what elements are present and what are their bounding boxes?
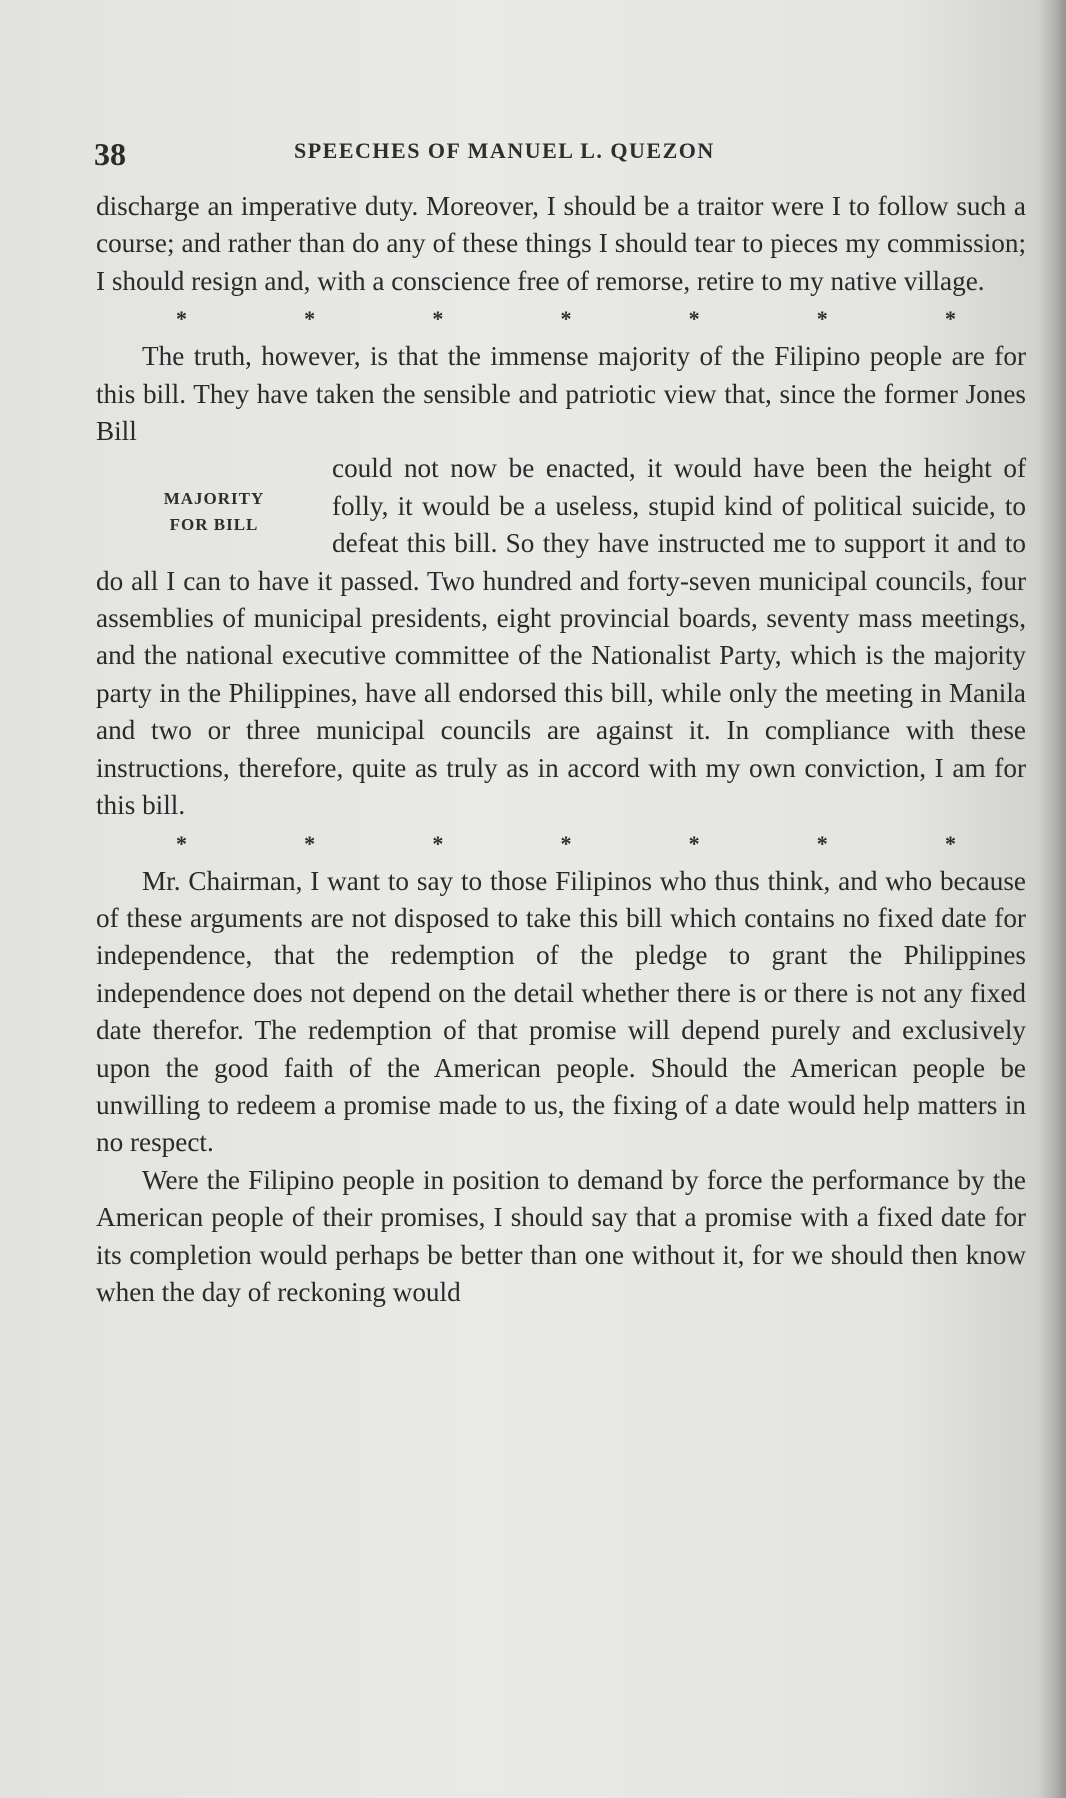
margin-note-line-2: FOR BILL — [169, 515, 259, 535]
separator-star: * — [304, 830, 316, 856]
section-separator-2 — [96, 827, 1026, 861]
separator-star: * — [944, 830, 956, 856]
separator-star: * — [176, 830, 187, 856]
paragraph-4: Were the Filipino people in position to demand by force the performance by the American people of their promises, I should say that a promise with a fixed date for its completion would perhaps be better than one without it, for we should then know when the day of reckoning would — [96, 1164, 1026, 1307]
margin-note-line-1: MAJORITY — [163, 489, 265, 509]
page-number: 38 — [94, 136, 126, 172]
separator-star: * — [688, 830, 700, 856]
paragraph-2-cont: could not now be enacted, it would have been the height of folly, it would be a useless, stupid kind of political suicide, to defeat this bill. So they have instructed me to support it and to do all I can to have it passed. Two hundred and forty-seven municipal councils, four assemblies of municipal presidents, eight provincial boards, seventy mass meetings, and the national executive committee of the Nationalist Party, which is the majority party in the Philippines, have all endorsed this bill, while only the meeting in Manila and two or three municipal councils are against it. In compliance with these instructions, therefore, quite as truly as in accord with my own conviction, I am for this bill. — [96, 453, 1026, 821]
separator-star: * — [432, 830, 444, 856]
page-header — [94, 128, 1024, 174]
separator-star: * — [816, 306, 828, 332]
separator-star: * — [432, 306, 444, 332]
paragraph-1: discharge an imperative duty. Moreover, I should be a traitor were I to follow such a course; and rather than do any of these things I should tear to pieces my commission; I should resign and, with a conscience free of remorse, retire to my native village. — [96, 191, 1026, 296]
paragraph-3: Mr. Chairman, I want to say to those Filipinos who thus think, and who because of these arguments are not disposed to take this bill which contains no fixed date for independence, that the redemption of the pledge to grant the Philippines independence does not depend on the detail whether there is or there is not any fixed date therefor. The redemption of that promise will depend purely and exclusively upon the good faith of the American people. Should the American people be unwilling to redeem a promise made to us, the fixing of a date would help matters in no respect. — [96, 865, 1026, 1158]
separator-star: * — [688, 306, 700, 332]
separator-star: * — [560, 830, 572, 856]
separator-star: * — [944, 306, 956, 332]
separator-star: * — [176, 306, 187, 332]
separator-star: * — [560, 306, 572, 332]
paragraph-2-start: The truth, however, is that the immense majority of the Filipino people are for this bill. They have taken the sensible and patriotic view that, since the former Jones Bill — [96, 341, 1026, 447]
section-separator-1 — [96, 302, 1026, 336]
running-head: SPEECHES OF MANUEL L. QUEZON — [294, 138, 715, 163]
separator-star: * — [304, 306, 316, 332]
margin-note — [96, 486, 332, 538]
body-text — [96, 188, 1026, 1311]
separator-star: * — [816, 830, 828, 856]
page-edge-shadow — [1040, 0, 1066, 1798]
